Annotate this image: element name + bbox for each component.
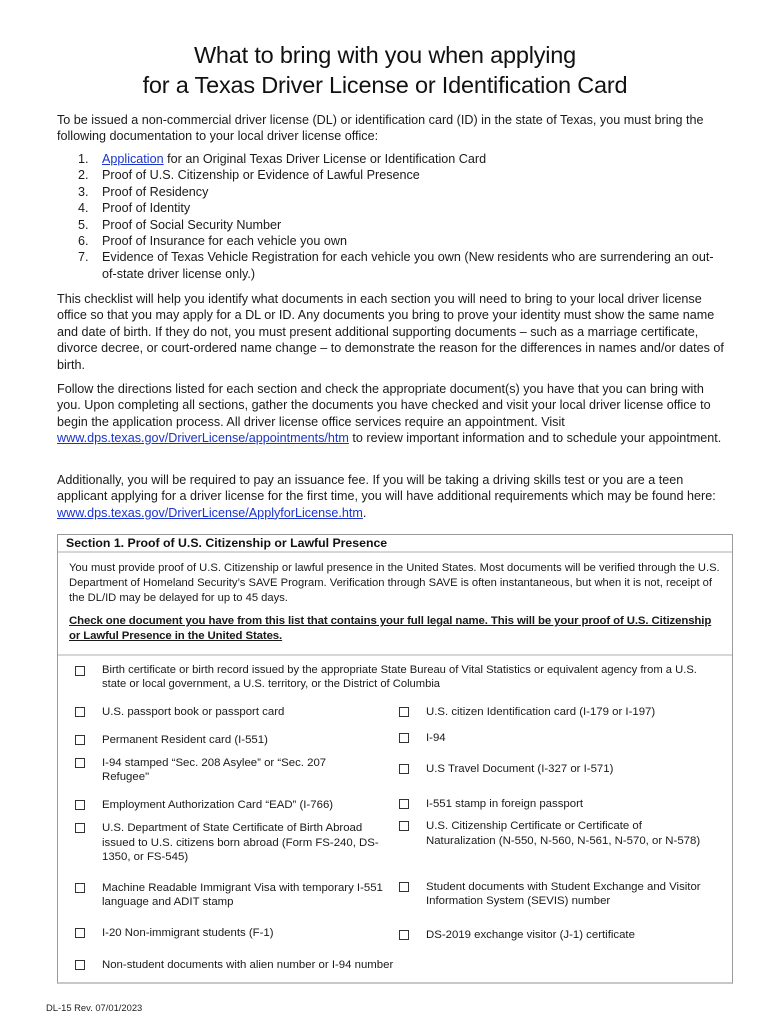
checkbox[interactable]: [75, 735, 85, 745]
checklist-paragraph: This checklist will help you identify what documents in each section you will need to bring to your local driver license office so that you may apply for a DL or ID. Any documents you bring to prove your identity must show the same name and date of birth. If they do not, you must present additional supporting documents – such as a marriage certificate, divorce decree, or court-ordered name change – to demonstrate the reason for the differences in names and/or dates of birth.: [57, 292, 724, 372]
fee-text-end: .: [362, 505, 367, 520]
item-number: 6.: [78, 234, 89, 249]
item-text: [102, 151, 718, 167]
section-1-instruction: Check one document you have from this list that contains your full legal name. This will be your proof of U.S. Citizenship or Lawful Presence in the United States.: [69, 615, 712, 642]
checklist-item-immigrant-visa[interactable]: [75, 881, 395, 909]
section-1-checklist: [58, 656, 732, 982]
directions-text-end: to review important information and to schedule your appointment.: [348, 431, 722, 446]
item-text: Proof of Identity: [102, 201, 191, 216]
checklist-item-birth-certificate[interactable]: [75, 664, 715, 691]
checklist-item-permanent-resident-card[interactable]: [75, 733, 375, 747]
item-text: Proof of Residency: [102, 184, 209, 199]
checklist-item-label: Employment Authorization Card “EAD” (I-766): [102, 799, 334, 811]
checklist-item-non-student-documents[interactable]: [75, 958, 715, 972]
section-1-header: Section 1. Proof of U.S. Citizenship or Lawful Presence: [58, 535, 732, 553]
checkbox[interactable]: [75, 800, 85, 810]
checkbox[interactable]: [399, 882, 409, 892]
checklist-item-label: Permanent Resident card (I-551): [102, 734, 268, 746]
requirement-item: [78, 249, 718, 282]
item-text: Proof of Insurance for each vehicle you own: [102, 234, 348, 249]
checklist-item-label: Student documents with Student Exchange and Visitor Information System (SEVIS) number: [426, 881, 701, 907]
requirement-item: [78, 217, 718, 233]
checklist-item-label: U.S. citizen Identification card (I-179 or I-197): [426, 706, 656, 718]
checklist-item-ds-2019[interactable]: [399, 928, 719, 942]
checklist-item-citizen-id-card[interactable]: [399, 705, 719, 719]
section-1-intro: [58, 553, 732, 656]
checklist-item-label: U.S. Department of State Certificate of Birth Abroad issued to U.S. citizens born abroad (Form FS-240, DS-1350, or FS-545): [102, 822, 379, 864]
checklist-item-certificate-birth-abroad[interactable]: [75, 821, 395, 865]
checklist-item-label: I-20 Non-immigrant students (F-1): [102, 927, 274, 939]
intro-paragraph: To be issued a non-commercial driver license (DL) or identification card (ID) in the state of Texas, you must bring the following documentation to your local driver license office:: [57, 113, 704, 144]
item-number: 7.: [78, 250, 89, 265]
checklist-item-us-passport[interactable]: [75, 705, 375, 719]
checklist-item-label: Non-student documents with alien number or I-94 number: [102, 959, 394, 971]
checklist-item-ead[interactable]: [75, 798, 395, 812]
requirements-list: [78, 151, 718, 282]
checklist-item-label: I-94 stamped “Sec. 208 Asylee” or “Sec. 207 Refugee": [102, 757, 327, 783]
form-revision-footer: DL-15 Rev. 07/01/2023: [46, 1002, 143, 1013]
item-number: 1.: [78, 152, 89, 166]
requirement-item: [78, 167, 718, 183]
checkbox[interactable]: [399, 930, 409, 940]
checkbox[interactable]: [399, 799, 409, 809]
section-1-box: [57, 534, 733, 984]
directions-text: Follow the directions listed for each section and check the appropriate document(s) you have that you can bring with you. Upon completing all sections, gather the documents you have checked and visit your local driver license office to begin the application process. All driver license office services require an appointment. Visit: [57, 382, 711, 429]
title-line-2: for a Texas Driver License or Identification Card: [142, 72, 628, 98]
checkbox[interactable]: [75, 960, 85, 970]
checklist-item-label: Birth certificate or birth record issued by the appropriate State Bureau of Vital Statistics or equivalent agency from a U.S. state or local government, a U.S. territory, or the District of Columbia: [102, 664, 697, 690]
checkbox[interactable]: [399, 707, 409, 717]
checklist-item-i-551-stamp[interactable]: [399, 797, 719, 811]
requirement-item: [78, 184, 718, 200]
checklist-item-label: U.S Travel Document (I-327 or I-571): [426, 763, 614, 775]
checklist-item-i-20[interactable]: [75, 926, 395, 940]
section-1-description: You must provide proof of U.S. Citizenship or lawful presence in the United States. Most documents will be verified through the U.S. Department of Homeland Security’s SAVE Program. Verification through SAVE is often instantaneous, but when it is not, receipt of the DL/ID may be delayed for up to 45 days.: [69, 562, 720, 604]
item-text: Evidence of Texas Vehicle Registration for each vehicle you own (New residents who are surrendering an out-of-state driver license only.): [102, 250, 714, 281]
title-line-1: What to bring with you when applying: [193, 42, 577, 68]
checkbox[interactable]: [399, 764, 409, 774]
checklist-item-i-94[interactable]: [399, 731, 719, 745]
item-number: 3.: [78, 184, 89, 199]
checklist-item-label: I-551 stamp in foreign passport: [426, 798, 584, 810]
checklist-item-sevis-student-documents[interactable]: [399, 880, 719, 908]
requirement-item: [78, 233, 718, 249]
requirement-item: [78, 200, 718, 216]
item-number: 4.: [78, 201, 89, 216]
checkbox[interactable]: [75, 928, 85, 938]
item-text: Proof of Social Security Number: [102, 217, 282, 232]
checklist-item-citizenship-naturalization[interactable]: [399, 819, 719, 850]
item-number: 2.: [78, 168, 89, 183]
page-title: [0, 40, 770, 100]
checkbox[interactable]: [75, 758, 85, 768]
checkbox[interactable]: [399, 733, 409, 743]
requirement-item: [78, 151, 718, 167]
fee-text: Additionally, you will be required to pay an issuance fee. If you will be taking a driving skills test or you are a teen applicant applying for a driver license for the first time, you will have additional requirements which may be found here:: [57, 473, 716, 504]
checklist-item-label: I-94: [426, 732, 446, 744]
item-number: 5.: [78, 217, 89, 232]
checkbox[interactable]: [399, 821, 409, 831]
checkbox[interactable]: [75, 883, 85, 893]
checkbox[interactable]: [75, 707, 85, 717]
checklist-item-i-94-asylee-refugee[interactable]: [75, 756, 375, 784]
item-text: Proof of U.S. Citizenship or Evidence of Lawful Presence: [102, 168, 420, 183]
checkbox[interactable]: [75, 823, 85, 833]
item-text-rest: for an Original Texas Driver License or Identification Card: [163, 152, 487, 166]
checklist-item-label: Machine Readable Immigrant Visa with temporary I-551 language and ADIT stamp: [102, 882, 383, 908]
checklist-item-label: U.S. Citizenship Certificate or Certificate of Naturalization (N-550, N-560, N-561, N-570, or N-578): [426, 820, 701, 848]
checkbox[interactable]: [75, 666, 85, 676]
checklist-item-label: U.S. passport book or passport card: [102, 706, 285, 718]
fee-paragraph: [57, 472, 727, 521]
checklist-item-us-travel-document[interactable]: [399, 762, 719, 776]
apply-for-license-link[interactable]: www.dps.texas.gov/DriverLicense/ApplyforLicense.htm: [57, 505, 363, 520]
directions-paragraph: [57, 381, 727, 447]
appointments-link[interactable]: www.dps.texas.gov/DriverLicense/appointments/htm: [57, 431, 349, 446]
checklist-item-label: DS-2019 exchange visitor (J-1) certificate: [426, 929, 635, 941]
application-link[interactable]: Application: [102, 152, 164, 166]
